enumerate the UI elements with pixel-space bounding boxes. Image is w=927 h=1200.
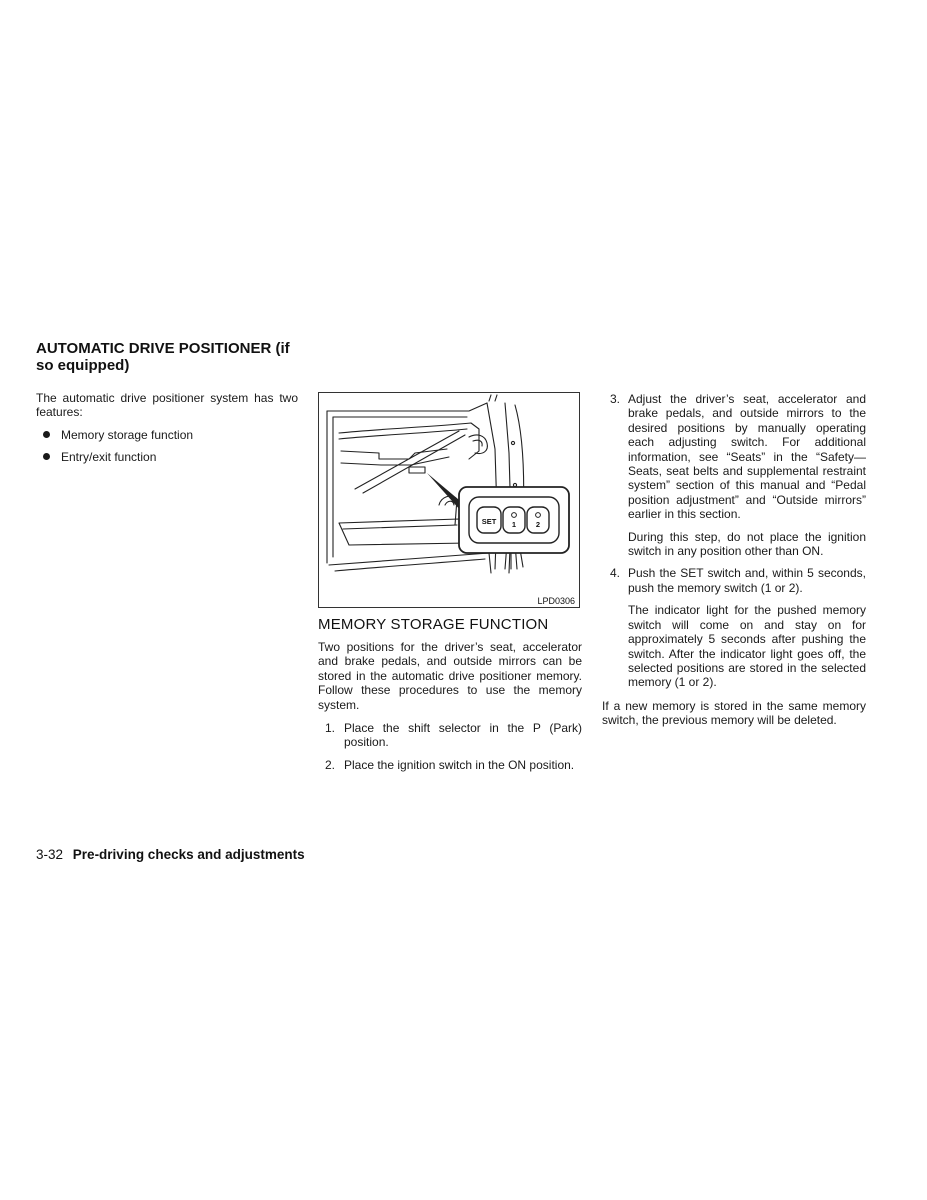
memory-2-label: 2 [535, 520, 541, 529]
page-number: 3-32 [36, 847, 64, 862]
memory-heading: MEMORY STORAGE FUNCTION [318, 616, 549, 633]
step-note: During this step, do not place the ignition switch in any position other than ON. [628, 529, 866, 559]
set-button-label: SET [481, 517, 497, 526]
step-number: 2. [325, 757, 336, 772]
memory-1-label: 1 [511, 520, 517, 529]
step-number: 3. [610, 392, 621, 406]
list-item [602, 566, 866, 689]
step-text: Adjust the driver’s seat, accelerator and brake pedals, and outside mirrors to the desired positions by manually operating each adjusting switch. For additional information, see “Seats” in the “Safety—Seats, seat belts and supplemental restraint system” section of this manual and “Pedal position adjustment” and “Outside mirrors” earlier in this section. [628, 392, 866, 522]
step-text: Place the shift selector in the P (Park) position. [344, 721, 582, 750]
list-item [36, 450, 298, 464]
figure-id: LPD0306 [537, 596, 575, 606]
column-right [602, 392, 866, 728]
feature-list [36, 428, 298, 465]
section-title: Pre-driving checks and adjustments [72, 847, 305, 862]
list-item [318, 721, 582, 750]
column-middle [318, 392, 582, 780]
step-text: Place the ignition switch in the ON position. [344, 757, 575, 772]
section-intro: The automatic drive positioner system has two features: [36, 391, 298, 420]
bullet-icon [43, 431, 50, 438]
step-list [602, 392, 866, 690]
feature-label: Memory storage function [61, 427, 194, 442]
section-heading: AUTOMATIC DRIVE POSITIONER (if so equipped) [36, 340, 290, 374]
step-number: 4. [610, 566, 621, 581]
feature-label: Entry/exit function [61, 450, 157, 465]
list-item [602, 392, 866, 558]
bullet-icon [43, 453, 50, 460]
step-text: Push the SET switch and, within 5 seconds, push the memory switch (1 or 2). [628, 566, 866, 595]
door-panel-illustration [318, 392, 580, 608]
step-note: The indicator light for the pushed memory switch will come on and stay on for approximately 5 seconds after pushing the switch. After the indicator light goes off, the selected positions are stored in the selected memory (1 or 2). [628, 603, 866, 690]
door-panel-drawing [319, 393, 579, 607]
memory-intro: Two positions for the driver’s seat, accelerator and brake pedals, and outside mirrors can be stored in the automatic drive positioner memory. Follow these procedures to use the memory system. [318, 640, 582, 712]
column-left [36, 340, 298, 473]
step-number: 1. [325, 721, 336, 736]
list-item [318, 758, 582, 772]
closing-note: If a new memory is stored in the same memory switch, the previous memory will be deleted. [602, 698, 866, 728]
list-item [36, 428, 298, 442]
page-footer [36, 847, 305, 863]
step-list [318, 721, 582, 772]
